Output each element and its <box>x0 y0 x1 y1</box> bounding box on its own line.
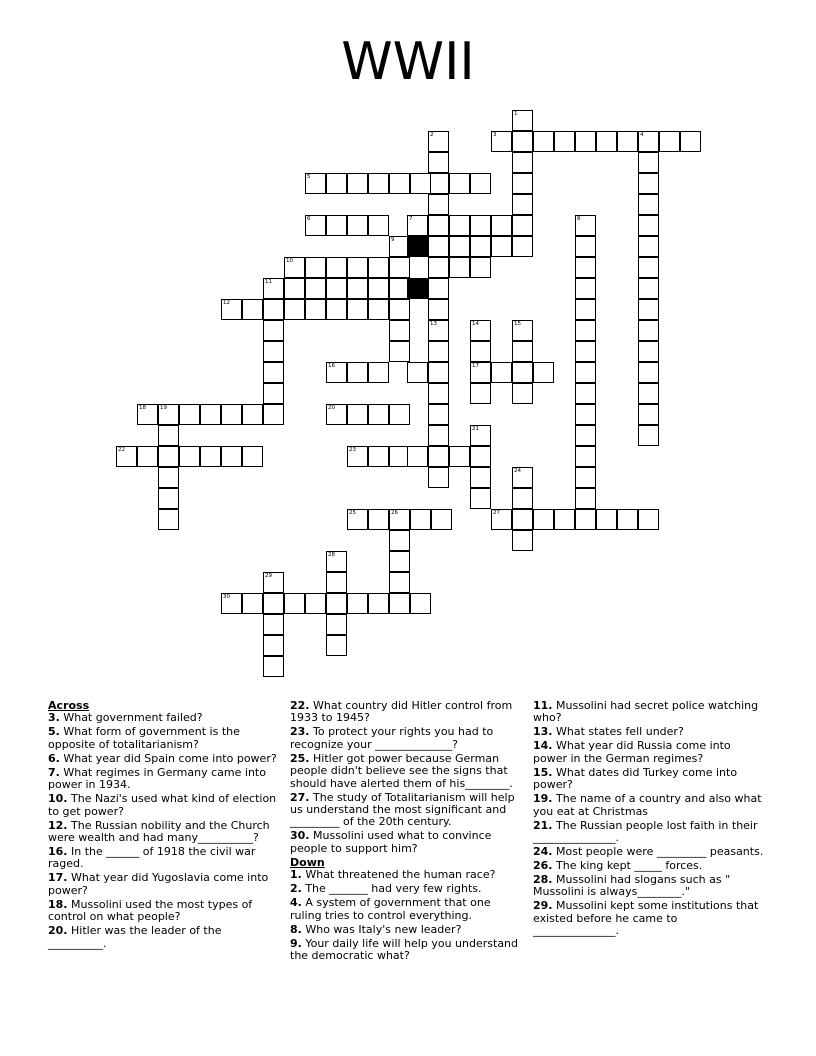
clue-num: 7. <box>48 765 60 779</box>
clue-text: The _______ had very few rights. <box>301 882 482 896</box>
grid-cell[interactable] <box>470 173 491 194</box>
grid-cell[interactable] <box>263 593 284 614</box>
clue-text: What form of government is the opposite of totalitarianism? <box>48 725 240 751</box>
clue-number: 25 <box>349 510 356 516</box>
grid-cell[interactable] <box>575 425 596 446</box>
grid-cell[interactable] <box>326 572 347 593</box>
grid-cell[interactable] <box>263 299 284 320</box>
clue-text: The Russian nobility and the Church were wealth and had many__________? <box>48 818 270 845</box>
clue-num: 10. <box>48 792 68 806</box>
clue-num: 23. <box>290 725 310 739</box>
down-clue <box>533 846 765 858</box>
across-clue <box>290 830 522 855</box>
grid-cell[interactable] <box>575 299 596 320</box>
across-clue <box>290 700 522 725</box>
clues-column-2 <box>290 700 522 964</box>
clue-num: 6. <box>48 751 60 765</box>
grid-cell[interactable] <box>470 215 491 236</box>
across-clue <box>48 925 280 950</box>
across-clue <box>48 753 280 765</box>
grid-cell[interactable] <box>242 446 263 467</box>
grid-cell[interactable] <box>659 131 680 152</box>
grid-cell[interactable] <box>470 488 491 509</box>
grid-cell[interactable] <box>389 320 410 341</box>
grid-cell[interactable] <box>575 341 596 362</box>
across-heading: Across <box>48 699 90 712</box>
grid-cell[interactable] <box>305 593 326 614</box>
clue-num: 15. <box>533 765 553 779</box>
grid-cell[interactable] <box>449 257 470 278</box>
clue-num: 8. <box>290 922 302 936</box>
grid-cell[interactable] <box>512 488 533 509</box>
clue-number: 29 <box>265 573 272 579</box>
grid-cell[interactable] <box>368 509 389 530</box>
clue-text: What states fell under? <box>552 725 684 739</box>
grid-cell[interactable] <box>326 215 347 236</box>
across-clue <box>48 899 280 924</box>
clue-number: 24 <box>514 468 521 474</box>
grid-cell[interactable] <box>368 278 389 299</box>
grid-cell[interactable] <box>470 257 491 278</box>
clue-number: 17 <box>472 363 479 369</box>
grid-cell[interactable] <box>617 131 638 152</box>
grid-cell[interactable] <box>137 446 158 467</box>
clue-text: The Russian people lost faith in their _______________. <box>533 818 758 845</box>
grid-cell[interactable] <box>326 278 347 299</box>
down-clue <box>533 726 765 738</box>
grid-cell[interactable] <box>389 404 410 425</box>
clue-number: 30 <box>223 594 230 600</box>
grid-cell[interactable] <box>512 530 533 551</box>
grid-cell[interactable] <box>512 236 533 257</box>
grid-cell[interactable] <box>284 299 305 320</box>
grid-cell[interactable] <box>389 341 410 362</box>
grid-cell[interactable] <box>347 173 368 194</box>
grid-cell[interactable] <box>428 383 449 404</box>
clue-number: 1 <box>514 111 518 117</box>
grid-cell[interactable] <box>512 131 533 152</box>
clue-num: 2. <box>290 882 302 896</box>
clue-text: What year did Yugoslavia come into power? <box>48 871 269 897</box>
grid-cell[interactable] <box>428 341 449 362</box>
grid-cell[interactable] <box>554 131 575 152</box>
grid-cell[interactable] <box>428 194 449 215</box>
clue-number: 18 <box>139 405 146 411</box>
grid-cell[interactable] <box>575 509 596 530</box>
grid-cell[interactable] <box>596 131 617 152</box>
grid-cell[interactable] <box>368 404 389 425</box>
grid-cell[interactable] <box>638 215 659 236</box>
grid-cell[interactable] <box>470 341 491 362</box>
clue-text: What year did Russia come into power in the German regimes? <box>533 739 731 765</box>
grid-cell[interactable] <box>575 383 596 404</box>
grid-cell[interactable] <box>428 425 449 446</box>
grid-cell[interactable] <box>533 509 554 530</box>
clue-number: 14 <box>472 321 479 327</box>
grid-cell[interactable] <box>242 404 263 425</box>
clue-num: 24. <box>533 845 553 859</box>
grid-cell[interactable] <box>575 278 596 299</box>
grid-cell[interactable] <box>263 383 284 404</box>
grid-cell[interactable] <box>221 446 242 467</box>
across-clue <box>48 872 280 897</box>
grid-cell[interactable] <box>263 635 284 656</box>
down-clue <box>290 938 522 963</box>
grid-cell[interactable] <box>263 614 284 635</box>
clue-num: 26. <box>533 859 553 873</box>
across-clue <box>290 753 522 790</box>
grid-cell[interactable] <box>533 131 554 152</box>
clue-number: 21 <box>472 426 479 432</box>
grid-cell[interactable] <box>638 362 659 383</box>
clue-number: 15 <box>514 321 521 327</box>
clue-text: Mussolini had slogans such as " Mussolini is always________." <box>533 873 731 899</box>
grid-cell[interactable] <box>263 362 284 383</box>
grid-cell[interactable] <box>326 299 347 320</box>
grid-cell[interactable] <box>305 278 326 299</box>
grid-cell[interactable] <box>407 446 428 467</box>
clue-number: 11 <box>265 279 272 285</box>
across-clue <box>48 846 280 871</box>
across-clue-list-1 <box>48 712 280 950</box>
down-clue <box>290 897 522 922</box>
clue-number: 13 <box>430 321 437 327</box>
across-clue-list-2 <box>290 700 522 855</box>
grid-cell[interactable] <box>575 131 596 152</box>
grid-cell[interactable] <box>347 278 368 299</box>
grid-cell[interactable] <box>410 593 431 614</box>
grid-cell[interactable] <box>638 320 659 341</box>
clue-text: Mussolini kept some institutions that existed before he came to _______________. <box>533 899 759 938</box>
clue-number: 8 <box>577 216 581 222</box>
down-clue <box>533 740 765 765</box>
grid-cell[interactable] <box>158 509 179 530</box>
across-clue <box>290 792 522 829</box>
grid-cell[interactable] <box>638 509 659 530</box>
clue-text: The Nazi's used what kind of election to get power? <box>48 792 277 818</box>
grid-cell[interactable] <box>263 656 284 677</box>
grid-cell[interactable] <box>368 446 389 467</box>
clue-text: What dates did Turkey come into power? <box>533 765 738 792</box>
clue-number: 3 <box>493 132 497 138</box>
grid-cell[interactable] <box>431 509 452 530</box>
grid-cell[interactable] <box>512 215 533 236</box>
grid-cell[interactable] <box>638 383 659 404</box>
clue-text: Hitler was the leader of the __________. <box>48 924 222 950</box>
clue-num: 5. <box>48 725 60 739</box>
clue-number: 28 <box>328 552 335 558</box>
clue-number: 26 <box>391 510 398 516</box>
grid-cell[interactable] <box>638 152 659 173</box>
blocked-cell <box>407 236 428 257</box>
clue-number: 7 <box>409 216 413 222</box>
grid-cell[interactable] <box>200 446 221 467</box>
page-title: WWII <box>341 32 475 92</box>
grid-cell[interactable] <box>638 341 659 362</box>
clue-text: What year did Spain come into power? <box>59 751 277 765</box>
grid-cell[interactable] <box>575 236 596 257</box>
grid-cell[interactable] <box>263 320 284 341</box>
clue-num: 19. <box>533 792 553 806</box>
grid-cell[interactable] <box>368 362 389 383</box>
grid-cell[interactable] <box>428 236 449 257</box>
across-clue <box>48 726 280 751</box>
grid-cell[interactable] <box>389 530 410 551</box>
clue-number: 20 <box>328 405 335 411</box>
grid-cell[interactable] <box>410 509 431 530</box>
grid-cell[interactable] <box>638 404 659 425</box>
grid-cell[interactable] <box>428 278 449 299</box>
across-clue <box>290 726 522 751</box>
grid-cell[interactable] <box>575 362 596 383</box>
grid-cell[interactable] <box>347 215 368 236</box>
grid-cell[interactable] <box>389 257 410 278</box>
grid-cell[interactable] <box>449 215 470 236</box>
grid-cell[interactable] <box>389 593 410 614</box>
grid-cell[interactable] <box>638 194 659 215</box>
grid-cell[interactable] <box>491 215 512 236</box>
grid-cell[interactable] <box>638 425 659 446</box>
grid-cell[interactable] <box>512 152 533 173</box>
grid-cell[interactable] <box>470 383 491 404</box>
clue-num: 22. <box>290 699 310 712</box>
grid-cell[interactable] <box>575 404 596 425</box>
blocked-cell <box>407 278 428 299</box>
grid-cell[interactable] <box>326 257 347 278</box>
clue-num: 30. <box>290 829 310 843</box>
clue-text: The name of a country and also what you eat at Christmas <box>533 792 762 818</box>
grid-cell[interactable] <box>389 572 410 593</box>
grid-cell[interactable] <box>575 467 596 488</box>
grid-cell[interactable] <box>389 551 410 572</box>
clue-num: 28. <box>533 873 553 887</box>
down-clue <box>290 883 522 895</box>
grid-cell[interactable] <box>638 278 659 299</box>
clue-number: 27 <box>493 510 500 516</box>
clue-num: 14. <box>533 739 553 753</box>
clue-num: 12. <box>48 818 68 832</box>
grid-cell[interactable] <box>263 404 284 425</box>
clue-num: 1. <box>290 868 302 882</box>
down-clue <box>533 700 765 725</box>
clues-column-3 <box>533 700 765 939</box>
grid-cell[interactable] <box>512 194 533 215</box>
down-clue <box>533 874 765 899</box>
grid-cell[interactable] <box>179 404 200 425</box>
down-clue <box>290 869 522 881</box>
grid-cell[interactable] <box>179 446 200 467</box>
down-clue <box>533 793 765 818</box>
grid-cell[interactable] <box>368 215 389 236</box>
grid-cell[interactable] <box>596 509 617 530</box>
grid-cell[interactable] <box>470 446 491 467</box>
grid-cell[interactable] <box>575 257 596 278</box>
grid-cell[interactable] <box>368 593 389 614</box>
grid-cell[interactable] <box>617 509 638 530</box>
across-clue <box>48 793 280 818</box>
across-clue <box>48 712 280 724</box>
grid-cell[interactable] <box>575 320 596 341</box>
grid-cell[interactable] <box>389 173 410 194</box>
grid-cell[interactable] <box>221 404 242 425</box>
clue-num: 13. <box>533 725 553 739</box>
grid-cell[interactable] <box>368 257 389 278</box>
grid-cell[interactable] <box>305 257 326 278</box>
grid-cell[interactable] <box>428 173 449 194</box>
grid-cell[interactable] <box>512 362 533 383</box>
grid-cell[interactable] <box>428 152 449 173</box>
clue-num: 16. <box>48 845 68 859</box>
grid-cell[interactable] <box>512 383 533 404</box>
grid-cell[interactable] <box>347 404 368 425</box>
clue-text: Mussolini used the most types of control on what people? <box>48 897 253 924</box>
grid-cell[interactable] <box>242 299 263 320</box>
down-clue <box>533 820 765 845</box>
grid-cell[interactable] <box>158 425 179 446</box>
clue-text: A system of government that one ruling tries to control everything. <box>290 896 491 922</box>
grid-cell[interactable] <box>158 488 179 509</box>
down-clue <box>290 924 522 936</box>
grid-cell[interactable] <box>491 236 512 257</box>
grid-cell[interactable] <box>680 131 701 152</box>
grid-cell[interactable] <box>470 467 491 488</box>
down-clue <box>533 860 765 872</box>
grid-cell[interactable] <box>428 257 449 278</box>
down-heading: Down <box>290 855 325 869</box>
grid-cell[interactable] <box>368 173 389 194</box>
clue-number: 23 <box>349 447 356 453</box>
grid-cell[interactable] <box>512 173 533 194</box>
grid-cell[interactable] <box>242 593 263 614</box>
clue-num: 3. <box>48 711 60 725</box>
clue-text: Hitler got power because German people didn't believe see the signs that should have alerted them of his________. <box>290 751 513 790</box>
grid-cell[interactable] <box>347 299 368 320</box>
clue-number: 10 <box>286 258 293 264</box>
clue-num: 4. <box>290 896 302 910</box>
clue-num: 27. <box>290 790 310 804</box>
grid-cell[interactable] <box>638 299 659 320</box>
grid-cell[interactable] <box>428 446 449 467</box>
grid-cell[interactable] <box>347 257 368 278</box>
clue-number: 22 <box>118 447 125 453</box>
grid-cell[interactable] <box>410 173 431 194</box>
grid-cell[interactable] <box>449 173 470 194</box>
clue-number: 12 <box>223 300 230 306</box>
grid-cell[interactable] <box>491 362 512 383</box>
down-clue-list-1 <box>290 869 522 962</box>
clue-num: 9. <box>290 936 302 950</box>
grid-cell[interactable] <box>347 362 368 383</box>
grid-cell[interactable] <box>305 299 326 320</box>
grid-cell[interactable] <box>263 341 284 362</box>
clue-num: 25. <box>290 751 310 765</box>
grid-cell[interactable] <box>470 236 491 257</box>
clue-text: What country did Hitler control from 1933 to 1945? <box>290 699 513 725</box>
grid-cell[interactable] <box>533 362 554 383</box>
grid-cell[interactable] <box>428 362 449 383</box>
grid-cell[interactable] <box>368 299 389 320</box>
clue-text: Mussolini had secret police watching who? <box>533 699 759 725</box>
grid-cell[interactable] <box>449 446 470 467</box>
grid-cell[interactable] <box>326 614 347 635</box>
grid-cell[interactable] <box>638 257 659 278</box>
clue-text: To protect your rights you had to recognize your ______________? <box>290 725 494 751</box>
grid-cell[interactable] <box>575 446 596 467</box>
grid-cell[interactable] <box>428 299 449 320</box>
grid-cell[interactable] <box>407 362 428 383</box>
clue-number: 9 <box>391 237 395 243</box>
clue-num: 17. <box>48 871 68 885</box>
grid-cell[interactable] <box>575 488 596 509</box>
clue-number: 19 <box>160 405 167 411</box>
clue-text: Who was Italy's new leader? <box>301 922 462 936</box>
down-clue-list-2 <box>533 700 765 938</box>
grid-cell[interactable] <box>428 404 449 425</box>
grid-cell[interactable] <box>638 173 659 194</box>
grid-cell[interactable] <box>512 509 533 530</box>
grid-cell[interactable] <box>200 404 221 425</box>
grid-cell[interactable] <box>389 299 410 320</box>
clue-text: Mussolini used what to convince people to support him? <box>290 829 492 855</box>
clue-number: 6 <box>307 216 311 222</box>
grid-cell[interactable] <box>158 446 179 467</box>
grid-cell[interactable] <box>326 593 347 614</box>
grid-cell[interactable] <box>158 467 179 488</box>
grid-cell[interactable] <box>428 215 449 236</box>
clue-num: 20. <box>48 924 68 938</box>
grid-cell[interactable] <box>449 236 470 257</box>
grid-cell[interactable] <box>428 467 449 488</box>
clue-text: What regimes in Germany came into power in 1934. <box>48 765 266 792</box>
across-clue <box>48 767 280 792</box>
across-clue <box>48 820 280 845</box>
clue-text: Your daily life will help you understand the democratic what? <box>290 936 519 963</box>
clue-number: 5 <box>307 174 311 180</box>
clue-text: In the ______ of 1918 the civil war raged. <box>48 845 256 871</box>
grid-cell[interactable] <box>326 173 347 194</box>
grid-cell[interactable] <box>347 593 368 614</box>
down-clue <box>533 767 765 792</box>
clue-text: Most people were _________ peasants. <box>552 845 764 859</box>
grid-cell[interactable] <box>638 236 659 257</box>
grid-cell[interactable] <box>284 278 305 299</box>
down-clue <box>533 900 765 937</box>
clue-text: The king kept _____ forces. <box>552 859 703 873</box>
clue-number: 2 <box>430 132 434 138</box>
clue-num: 11. <box>533 699 553 712</box>
clue-num: 29. <box>533 899 553 913</box>
clue-number: 16 <box>328 363 335 369</box>
clue-number: 4 <box>640 132 644 138</box>
clue-text: What government failed? <box>59 711 203 725</box>
clue-text: What threatened the human race? <box>301 868 496 882</box>
clue-text: The study of Totalitarianism will help us understand the most significant and _________ of the 20th century. <box>290 790 515 829</box>
grid-cell[interactable] <box>554 509 575 530</box>
clue-num: 21. <box>533 818 553 832</box>
grid-cell[interactable] <box>284 593 305 614</box>
clues-column-1 <box>48 700 280 952</box>
grid-cell[interactable] <box>512 341 533 362</box>
grid-cell[interactable] <box>326 635 347 656</box>
clue-num: 18. <box>48 897 68 911</box>
